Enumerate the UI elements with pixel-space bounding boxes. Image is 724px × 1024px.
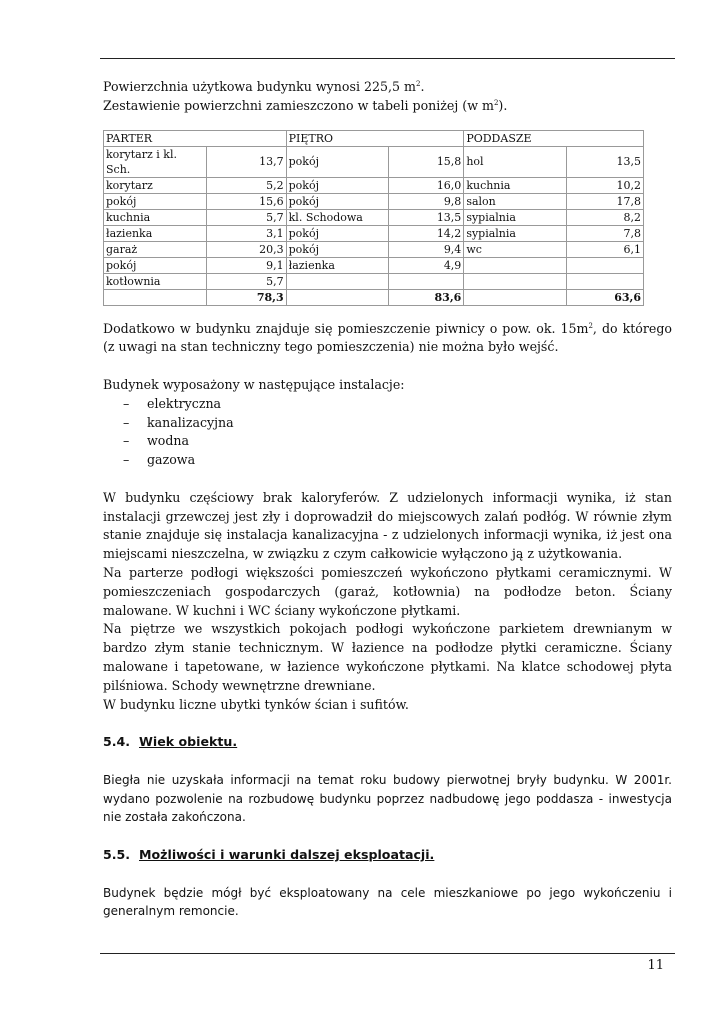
section-heading-eksploatacja: 5.5. Możliwości i warunki dalszej eksploatacji. — [103, 846, 435, 862]
room-name-cell: garaż — [104, 241, 207, 257]
page-number: 11 — [647, 958, 664, 973]
room-area-cell: 15,6 — [206, 193, 286, 209]
table-header-row — [104, 130, 644, 146]
list-item: – wodna — [123, 432, 672, 451]
room-area-cell: 9,4 — [389, 241, 464, 257]
first-floor-paragraph: Na piętrze we wszystkich pokojach podłogi wykończone parkietem drewnianym w bardzo złym stanie technicznym. W łazience na podłodze płytki ceramiczne. Ściany malowane i tapetowane, w łazience wykończone płytkami. Na klatce schodowej płyta pilśniowa. Schody wewnętrzne drewniane. — [103, 621, 672, 693]
plaster-paragraph: W budynku liczne ubytki tynków ścian i sufitów. — [103, 696, 409, 712]
room-area-cell: 5,7 — [206, 273, 286, 289]
table-intro-line: Zestawienie powierzchni zamieszczono w tabeli poniżej (w $m^2$). — [103, 97, 508, 113]
room-area-cell: 4,9 — [389, 257, 464, 273]
list-item: – kanalizacyjna — [123, 414, 672, 433]
list-item: – gazowa — [123, 451, 672, 470]
header-pietro: PIĘTRO — [286, 130, 464, 146]
section-text-wiek: Biegła nie uzyskała informacji na temat roku budowy pierwotnej bryły budynku. W 2001r. wydano pozwolenie na rozbudowę budynku poprzez nadbudowę jego poddasza - inwestycja nie została zakończona. — [103, 772, 672, 825]
room-area-cell: 9,1 — [206, 257, 286, 273]
room-area-cell: 9,8 — [389, 193, 464, 209]
basement-paragraph: Dodatkowo w budynku znajduje się pomieszczenie piwnicy o pow. ok. $15m^2$, do którego (z uwagi na stan techniczny tego pomieszczenia) nie można było wejść. — [103, 320, 672, 355]
room-name-cell: hol — [464, 146, 567, 177]
page-content — [103, 78, 672, 921]
table-row — [104, 177, 644, 193]
room-area-cell: 6,1 — [567, 241, 644, 257]
total-area-cell: 78,3 — [206, 289, 286, 305]
room-name-cell: łazienka — [286, 257, 389, 273]
room-name-cell — [286, 273, 389, 289]
table-row — [104, 257, 644, 273]
room-name-cell: korytarz — [104, 177, 207, 193]
area-table — [103, 130, 644, 306]
room-name-cell: kotłownia — [104, 273, 207, 289]
total-spacer-cell — [104, 289, 207, 305]
room-area-cell: 14,2 — [389, 225, 464, 241]
room-name-cell: pokój — [286, 146, 389, 177]
room-area-cell — [389, 273, 464, 289]
total-spacer-cell — [286, 289, 389, 305]
table-row — [104, 146, 644, 177]
room-name-cell: pokój — [104, 193, 207, 209]
room-name-cell: sypialnia — [464, 225, 567, 241]
total-area-cell: 63,6 — [567, 289, 644, 305]
section-heading-wiek: 5.4. Wiek obiektu. — [103, 734, 238, 750]
table-row — [104, 193, 644, 209]
room-name-cell: pokój — [104, 257, 207, 273]
room-name-cell — [464, 257, 567, 273]
room-name-cell: sypialnia — [464, 209, 567, 225]
room-area-cell: 8,2 — [567, 209, 644, 225]
room-name-cell — [464, 273, 567, 289]
ground-floor-paragraph: Na parterze podłogi większości pomieszczeń wykończono płytkami ceramicznymi. W pomieszczeniach gospodarczych (garaż, kotłownia) na podłodze beton. Ściany malowane. W kuchni i WC ściany wykończone płytkami. — [103, 564, 672, 618]
header-poddasze: PODDASZE — [464, 130, 644, 146]
total-area-cell: 83,6 — [389, 289, 464, 305]
room-area-cell: 5,2 — [206, 177, 286, 193]
room-name-cell: kuchnia — [464, 177, 567, 193]
room-area-cell: 20,3 — [206, 241, 286, 257]
room-area-cell: 13,7 — [206, 146, 286, 177]
room-area-cell — [567, 257, 644, 273]
room-area-cell: 16,0 — [389, 177, 464, 193]
installations-intro: Budynek wyposażony w następujące instalacje: — [103, 376, 405, 392]
header-rule — [100, 58, 675, 59]
table-row — [104, 273, 644, 289]
usable-area-line: Powierzchnia użytkowa budynku wynosi 225,5 $m^2$. — [103, 79, 425, 94]
footer-rule — [100, 953, 675, 954]
room-name-cell: pokój — [286, 241, 389, 257]
table-total-row — [104, 289, 644, 305]
room-name-cell: kl. Schodowa — [286, 209, 389, 225]
section-text-eksploatacja: Budynek będzie mógł być eksploatowany na cele mieszkaniowe po jego wykończeniu i generalnym remoncie. — [103, 885, 672, 919]
room-area-cell: 15,8 — [389, 146, 464, 177]
room-area-cell: 13,5 — [567, 146, 644, 177]
table-row — [104, 225, 644, 241]
room-name-cell: kuchnia — [104, 209, 207, 225]
room-area-cell: 5,7 — [206, 209, 286, 225]
room-name-cell: pokój — [286, 177, 389, 193]
room-area-cell: 10,2 — [567, 177, 644, 193]
room-name-cell: pokój — [286, 225, 389, 241]
header-parter: PARTER — [104, 130, 287, 146]
total-spacer-cell — [464, 289, 567, 305]
table-row — [104, 209, 644, 225]
room-area-cell: 3,1 — [206, 225, 286, 241]
table-row — [104, 241, 644, 257]
installations-list — [103, 395, 672, 470]
room-name-cell: salon — [464, 193, 567, 209]
list-item: – elektryczna — [123, 395, 672, 414]
room-name-cell: korytarz i kl. Sch. — [104, 146, 207, 177]
room-name-cell: pokój — [286, 193, 389, 209]
room-area-cell — [567, 273, 644, 289]
heating-paragraph: W budynku częściowy brak kaloryferów. Z udzielonych informacji wynika, iż stan instalacji grzewczej jest zły i doprowadził do miejscowych zalań podłóg. W równie złym stanie znajduje się instalacja kanalizacyjna - z udzielonych informacji wynika, iż jest ona miejscami nieszczelna, w związku z czym całkowicie wyłączono ją z użytkowania. — [103, 489, 672, 562]
room-name-cell: wc — [464, 241, 567, 257]
room-area-cell: 17,8 — [567, 193, 644, 209]
room-name-cell: łazienka — [104, 225, 207, 241]
room-area-cell: 7,8 — [567, 225, 644, 241]
room-area-cell: 13,5 — [389, 209, 464, 225]
